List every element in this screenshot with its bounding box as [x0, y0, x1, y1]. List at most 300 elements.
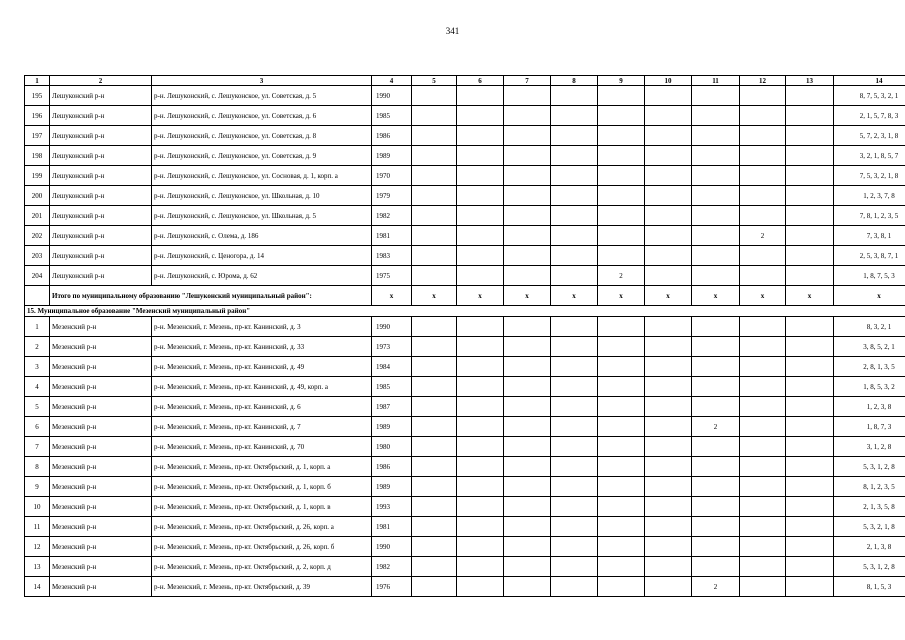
codes-cell: 1, 2, 3, 8	[834, 397, 905, 417]
col12-cell	[740, 86, 786, 106]
row-number: 198	[25, 146, 50, 166]
row-number: 11	[25, 517, 50, 537]
col13-cell	[786, 557, 834, 577]
address-cell: р-н. Мезенский, г. Мезень, пр-кт. Октябрьский, д. 2, корп. д	[152, 557, 372, 577]
column-header-11: 11	[692, 76, 740, 86]
col13-cell	[786, 377, 834, 397]
col13-cell	[786, 357, 834, 377]
year-cell: 1975	[372, 266, 412, 286]
col6-cell	[457, 226, 504, 246]
address-cell: р-н. Мезенский, г. Мезень, пр-кт. Канинский, д. 3	[152, 317, 372, 337]
address-cell: р-н. Мезенский, г. Мезень, пр-кт. Канинский, д. 6	[152, 397, 372, 417]
year-cell: 1981	[372, 226, 412, 246]
col8-cell	[551, 417, 598, 437]
table-row	[25, 517, 905, 537]
col13-cell	[786, 86, 834, 106]
col11-cell: 2	[692, 417, 740, 437]
year-cell: 1990	[372, 537, 412, 557]
col8-cell	[551, 397, 598, 417]
col8-cell	[551, 126, 598, 146]
address-cell: р-н. Мезенский, г. Мезень, пр-кт. Канинский, д. 49	[152, 357, 372, 377]
codes-cell: 7, 8, 1, 2, 3, 5	[834, 206, 905, 226]
col12-cell	[740, 337, 786, 357]
codes-cell: 2, 1, 3, 5, 8	[834, 497, 905, 517]
address-cell: р-н. Лешуконский, с. Лешуконское, ул. Школьная, д. 10	[152, 186, 372, 206]
district-cell: Мезенский р-н	[50, 497, 152, 517]
codes-cell: 5, 7, 2, 3, 1, 8	[834, 126, 905, 146]
col11-cell	[692, 397, 740, 417]
col12-cell	[740, 437, 786, 457]
table-row	[25, 246, 905, 266]
col6-cell	[457, 397, 504, 417]
col13-cell	[786, 517, 834, 537]
col7-cell	[504, 457, 551, 477]
col6-cell	[457, 457, 504, 477]
year-cell: 1987	[372, 397, 412, 417]
col11-cell	[692, 206, 740, 226]
row-number: 200	[25, 186, 50, 206]
col7-cell	[504, 417, 551, 437]
col10-cell	[645, 477, 692, 497]
year-cell: 1976	[372, 577, 412, 597]
col13-cell	[786, 246, 834, 266]
col13-cell	[786, 146, 834, 166]
col5-cell	[412, 357, 457, 377]
total-x: x	[372, 286, 412, 306]
col8-cell	[551, 377, 598, 397]
col9-cell: 2	[598, 266, 645, 286]
col5-cell	[412, 317, 457, 337]
codes-cell: 7, 5, 3, 2, 1, 8	[834, 166, 905, 186]
col10-cell	[645, 577, 692, 597]
table-row	[25, 417, 905, 437]
col6-cell	[457, 497, 504, 517]
col11-cell	[692, 186, 740, 206]
col5-cell	[412, 537, 457, 557]
column-header-5: 5	[412, 76, 457, 86]
year-cell: 1989	[372, 146, 412, 166]
col13-cell	[786, 437, 834, 457]
col5-cell	[412, 206, 457, 226]
codes-cell: 2, 8, 1, 3, 5	[834, 357, 905, 377]
table-row	[25, 557, 905, 577]
codes-cell: 2, 1, 3, 8	[834, 537, 905, 557]
district-cell: Мезенский р-н	[50, 557, 152, 577]
district-cell: Лешуконский р-н	[50, 86, 152, 106]
col8-cell	[551, 186, 598, 206]
district-cell: Мезенский р-н	[50, 337, 152, 357]
col13-cell	[786, 397, 834, 417]
col11-cell	[692, 166, 740, 186]
col6-cell	[457, 266, 504, 286]
col8-cell	[551, 477, 598, 497]
address-cell: р-н. Мезенский, г. Мезень, пр-кт. Канинский, д. 33	[152, 337, 372, 357]
col5-cell	[412, 497, 457, 517]
col10-cell	[645, 457, 692, 477]
col7-cell	[504, 557, 551, 577]
col6-cell	[457, 126, 504, 146]
row-number: 14	[25, 577, 50, 597]
address-cell: р-н. Мезенский, г. Мезень, пр-кт. Октябрьский, д. 26, корп. а	[152, 517, 372, 537]
col5-cell	[412, 557, 457, 577]
row-number: 4	[25, 377, 50, 397]
col5-cell	[412, 186, 457, 206]
col12-cell	[740, 166, 786, 186]
col9-cell	[598, 537, 645, 557]
total-row	[25, 286, 905, 306]
row-number: 202	[25, 226, 50, 246]
col7-cell	[504, 317, 551, 337]
col6-cell	[457, 537, 504, 557]
col10-cell	[645, 126, 692, 146]
col7-cell	[504, 397, 551, 417]
col10-cell	[645, 497, 692, 517]
col13-cell	[786, 186, 834, 206]
col11-cell	[692, 146, 740, 166]
column-header-13: 13	[786, 76, 834, 86]
col5-cell	[412, 477, 457, 497]
col12-cell	[740, 246, 786, 266]
col8-cell	[551, 226, 598, 246]
col10-cell	[645, 106, 692, 126]
district-cell: Мезенский р-н	[50, 437, 152, 457]
col9-cell	[598, 106, 645, 126]
col9-cell	[598, 357, 645, 377]
col12-cell	[740, 497, 786, 517]
table-row	[25, 477, 905, 497]
row-number: 6	[25, 417, 50, 437]
codes-cell: 2, 5, 3, 8, 7, 1	[834, 246, 905, 266]
col12-cell	[740, 357, 786, 377]
codes-cell: 8, 1, 5, 3	[834, 577, 905, 597]
year-cell: 1989	[372, 417, 412, 437]
col9-cell	[598, 86, 645, 106]
col10-cell	[645, 357, 692, 377]
col8-cell	[551, 86, 598, 106]
col10-cell	[645, 246, 692, 266]
col6-cell	[457, 517, 504, 537]
row-number: 13	[25, 557, 50, 577]
col13-cell	[786, 166, 834, 186]
table-header	[25, 76, 905, 86]
codes-cell: 5, 3, 1, 2, 8	[834, 457, 905, 477]
row-number: 201	[25, 206, 50, 226]
col9-cell	[598, 186, 645, 206]
col8-cell	[551, 497, 598, 517]
codes-cell: 3, 8, 5, 2, 1	[834, 337, 905, 357]
district-cell: Мезенский р-н	[50, 457, 152, 477]
col11-cell	[692, 377, 740, 397]
table-row	[25, 146, 905, 166]
col7-cell	[504, 166, 551, 186]
col7-cell	[504, 266, 551, 286]
col6-cell	[457, 106, 504, 126]
col6-cell	[457, 577, 504, 597]
row-number: 203	[25, 246, 50, 266]
col12-cell	[740, 206, 786, 226]
district-cell: Мезенский р-н	[50, 577, 152, 597]
col13-cell	[786, 266, 834, 286]
col9-cell	[598, 206, 645, 226]
col6-cell	[457, 557, 504, 577]
col8-cell	[551, 557, 598, 577]
total-empty-cell	[25, 286, 50, 306]
col10-cell	[645, 317, 692, 337]
table-row	[25, 577, 905, 597]
col8-cell	[551, 166, 598, 186]
col7-cell	[504, 226, 551, 246]
district-cell: Лешуконский р-н	[50, 146, 152, 166]
table-row	[25, 377, 905, 397]
year-cell: 1989	[372, 477, 412, 497]
col10-cell	[645, 86, 692, 106]
col13-cell	[786, 337, 834, 357]
address-cell: р-н. Мезенский, г. Мезень, пр-кт. Октябрьский, д. 39	[152, 577, 372, 597]
col10-cell	[645, 537, 692, 557]
address-cell: р-н. Лешуконский, с. Лешуконское, ул. Советская, д. 5	[152, 86, 372, 106]
col9-cell	[598, 497, 645, 517]
year-cell: 1983	[372, 246, 412, 266]
table-row	[25, 497, 905, 517]
table-row	[25, 206, 905, 226]
col5-cell	[412, 397, 457, 417]
col7-cell	[504, 357, 551, 377]
col6-cell	[457, 317, 504, 337]
column-header-6: 6	[457, 76, 504, 86]
col6-cell	[457, 377, 504, 397]
col10-cell	[645, 437, 692, 457]
row-number: 196	[25, 106, 50, 126]
col9-cell	[598, 437, 645, 457]
col5-cell	[412, 126, 457, 146]
col10-cell	[645, 166, 692, 186]
header-row	[25, 76, 905, 86]
address-cell: р-н. Лешуконский, с. Ценогора, д. 14	[152, 246, 372, 266]
table-body-leshukonsky	[25, 86, 905, 286]
col10-cell	[645, 417, 692, 437]
row-number: 12	[25, 537, 50, 557]
codes-cell: 5, 3, 1, 2, 8	[834, 557, 905, 577]
col13-cell	[786, 457, 834, 477]
col7-cell	[504, 577, 551, 597]
col6-cell	[457, 437, 504, 457]
col5-cell	[412, 226, 457, 246]
col7-cell	[504, 537, 551, 557]
table-row	[25, 337, 905, 357]
row-number: 10	[25, 497, 50, 517]
district-cell: Лешуконский р-н	[50, 106, 152, 126]
district-cell: Мезенский р-н	[50, 357, 152, 377]
district-cell: Лешуконский р-н	[50, 246, 152, 266]
section-row	[25, 306, 905, 317]
col7-cell	[504, 86, 551, 106]
year-cell: 1973	[372, 337, 412, 357]
codes-cell: 5, 3, 2, 1, 8	[834, 517, 905, 537]
col9-cell	[598, 577, 645, 597]
table-row	[25, 166, 905, 186]
col11-cell	[692, 557, 740, 577]
col7-cell	[504, 106, 551, 126]
year-cell: 1970	[372, 166, 412, 186]
codes-cell: 1, 2, 3, 7, 8	[834, 186, 905, 206]
col13-cell	[786, 206, 834, 226]
col9-cell	[598, 146, 645, 166]
col12-cell	[740, 266, 786, 286]
total-x: x	[692, 286, 740, 306]
col10-cell	[645, 397, 692, 417]
row-number: 8	[25, 457, 50, 477]
total-x: x	[740, 286, 786, 306]
total-x: x	[598, 286, 645, 306]
col5-cell	[412, 266, 457, 286]
row-number: 204	[25, 266, 50, 286]
col11-cell	[692, 317, 740, 337]
col12-cell	[740, 317, 786, 337]
address-cell: р-н. Мезенский, г. Мезень, пр-кт. Октябрьский, д. 1, корп. в	[152, 497, 372, 517]
col12-cell	[740, 417, 786, 437]
section-title: 15. Муниципальное образование "Мезенский муниципальный район"	[25, 306, 905, 317]
col12-cell	[740, 517, 786, 537]
register-table	[24, 75, 905, 597]
col11-cell: 2	[692, 577, 740, 597]
col8-cell	[551, 206, 598, 226]
col11-cell	[692, 497, 740, 517]
col13-cell	[786, 497, 834, 517]
col9-cell	[598, 226, 645, 246]
address-cell: р-н. Лешуконский, с. Олема, д. 186	[152, 226, 372, 246]
col8-cell	[551, 537, 598, 557]
col10-cell	[645, 146, 692, 166]
col11-cell	[692, 246, 740, 266]
col13-cell	[786, 126, 834, 146]
col12-cell	[740, 457, 786, 477]
col11-cell	[692, 106, 740, 126]
address-cell: р-н. Лешуконский, с. Лешуконское, ул. Советская, д. 6	[152, 106, 372, 126]
district-cell: Мезенский р-н	[50, 377, 152, 397]
col8-cell	[551, 517, 598, 537]
year-cell: 1985	[372, 377, 412, 397]
district-cell: Лешуконский р-н	[50, 166, 152, 186]
col13-cell	[786, 226, 834, 246]
district-cell: Мезенский р-н	[50, 417, 152, 437]
col5-cell	[412, 517, 457, 537]
address-cell: р-н. Мезенский, г. Мезень, пр-кт. Канинский, д. 7	[152, 417, 372, 437]
table-row	[25, 537, 905, 557]
table-row	[25, 106, 905, 126]
table-row	[25, 357, 905, 377]
col12-cell	[740, 106, 786, 126]
col9-cell	[598, 317, 645, 337]
year-cell: 1985	[372, 106, 412, 126]
col6-cell	[457, 417, 504, 437]
table-row	[25, 126, 905, 146]
col8-cell	[551, 246, 598, 266]
table-row	[25, 86, 905, 106]
codes-cell: 8, 7, 5, 3, 2, 1	[834, 86, 905, 106]
codes-cell: 3, 1, 2, 8	[834, 437, 905, 457]
col9-cell	[598, 126, 645, 146]
table-row	[25, 226, 905, 246]
col11-cell	[692, 357, 740, 377]
col8-cell	[551, 577, 598, 597]
district-cell: Лешуконский р-н	[50, 206, 152, 226]
row-number: 3	[25, 357, 50, 377]
col11-cell	[692, 517, 740, 537]
col7-cell	[504, 437, 551, 457]
address-cell: р-н. Лешуконский, с. Юрома, д. 62	[152, 266, 372, 286]
col10-cell	[645, 266, 692, 286]
total-x: x	[551, 286, 598, 306]
district-cell: Мезенский р-н	[50, 517, 152, 537]
total-title: Итого по муниципальному образованию "Лешуконский муниципальный район":	[50, 286, 372, 306]
col9-cell	[598, 417, 645, 437]
col6-cell	[457, 166, 504, 186]
col10-cell	[645, 186, 692, 206]
table-row	[25, 437, 905, 457]
district-cell: Мезенский р-н	[50, 537, 152, 557]
table-body-mezensky	[25, 317, 905, 597]
year-cell: 1982	[372, 557, 412, 577]
district-cell: Мезенский р-н	[50, 317, 152, 337]
col10-cell	[645, 557, 692, 577]
col7-cell	[504, 126, 551, 146]
year-cell: 1982	[372, 206, 412, 226]
address-cell: р-н. Лешуконский, с. Лешуконское, ул. Сосновая, д. 1, корп. а	[152, 166, 372, 186]
col11-cell	[692, 266, 740, 286]
column-header-1: 1	[25, 76, 50, 86]
year-cell: 1981	[372, 517, 412, 537]
col5-cell	[412, 377, 457, 397]
year-cell: 1984	[372, 357, 412, 377]
col5-cell	[412, 457, 457, 477]
address-cell: р-н. Мезенский, г. Мезень, пр-кт. Октябрьский, д. 26, корп. б	[152, 537, 372, 557]
district-cell: Лешуконский р-н	[50, 126, 152, 146]
codes-cell: 1, 8, 7, 3	[834, 417, 905, 437]
col6-cell	[457, 337, 504, 357]
col8-cell	[551, 317, 598, 337]
col12-cell	[740, 477, 786, 497]
col5-cell	[412, 337, 457, 357]
codes-cell: 8, 1, 2, 3, 5	[834, 477, 905, 497]
col12-cell	[740, 126, 786, 146]
col7-cell	[504, 497, 551, 517]
col13-cell	[786, 477, 834, 497]
district-cell: Мезенский р-н	[50, 477, 152, 497]
total-x: x	[457, 286, 504, 306]
year-cell: 1993	[372, 497, 412, 517]
col12-cell	[740, 377, 786, 397]
col9-cell	[598, 166, 645, 186]
address-cell: р-н. Мезенский, г. Мезень, пр-кт. Октябрьский, д. 1, корп. а	[152, 457, 372, 477]
year-cell: 1990	[372, 317, 412, 337]
table-row	[25, 457, 905, 477]
column-header-14: 14	[834, 76, 905, 86]
col7-cell	[504, 377, 551, 397]
column-header-3: 3	[152, 76, 372, 86]
total-x: x	[834, 286, 905, 306]
col5-cell	[412, 417, 457, 437]
codes-cell: 1, 8, 5, 3, 2	[834, 377, 905, 397]
row-number: 195	[25, 86, 50, 106]
col5-cell	[412, 166, 457, 186]
col11-cell	[692, 477, 740, 497]
col8-cell	[551, 357, 598, 377]
col8-cell	[551, 337, 598, 357]
total-x: x	[645, 286, 692, 306]
col8-cell	[551, 437, 598, 457]
col6-cell	[457, 186, 504, 206]
col7-cell	[504, 246, 551, 266]
